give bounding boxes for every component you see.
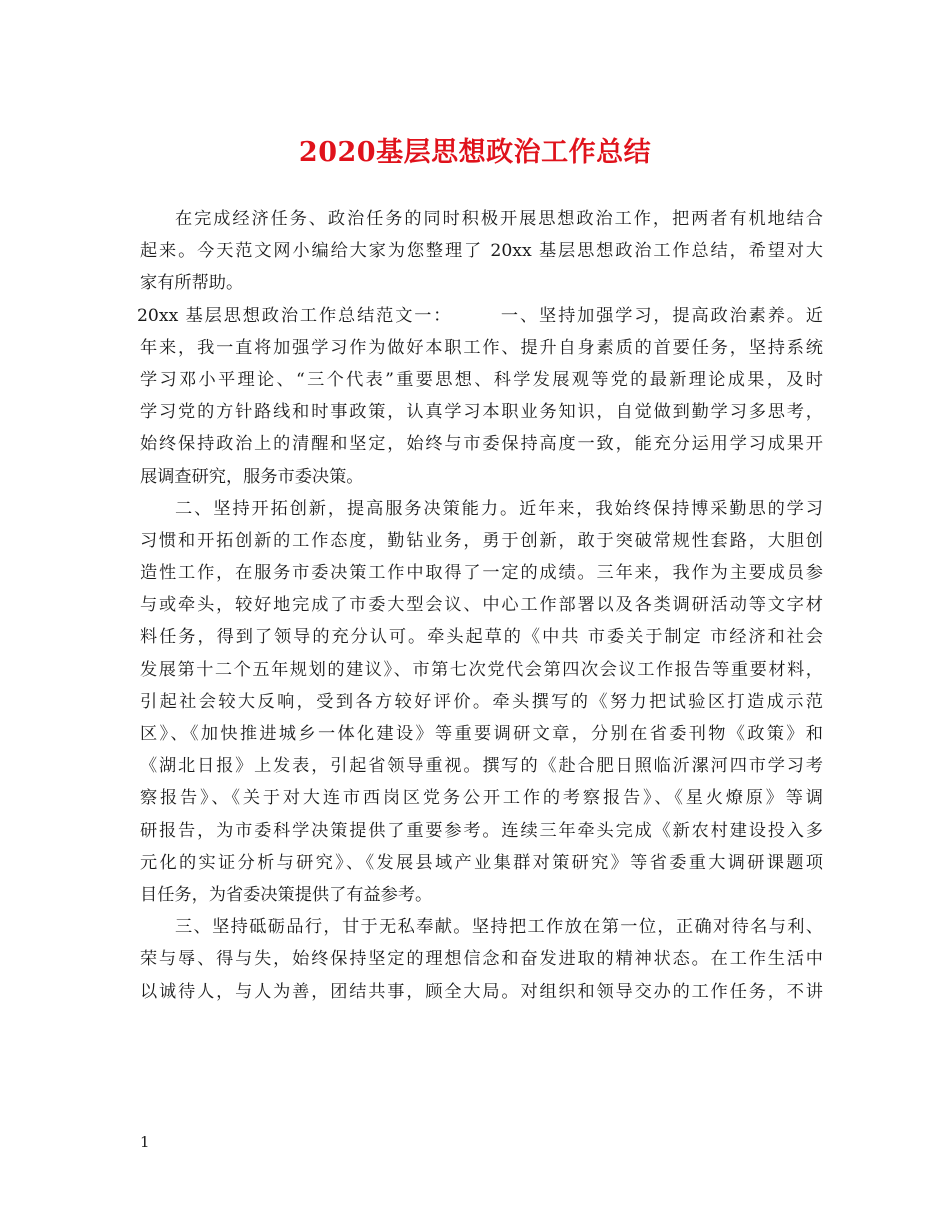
paragraph-line: 年来，我一直将加强学习作为做好本职工作、提升自身素质的首要任务，坚持系统 bbox=[140, 337, 823, 358]
paragraph-line: 察报告》、《关于对大连市西岗区党务公开工作的考察报告》、《星火燎原》等调 bbox=[140, 788, 823, 809]
paragraph-line: 展调查研究，服务市委决策。 bbox=[140, 466, 364, 487]
page-number: 1 bbox=[140, 1133, 150, 1151]
paragraph-line: 二、坚持开拓创新，提高服务决策能力。近年来，我始终保持博采勤思的学习 bbox=[175, 498, 823, 519]
paragraph-line: 料任务，得到了领导的充分认可。牵头起草的《中共 市委关于制定 市经济和社会 bbox=[140, 627, 823, 648]
paragraph-line: 研报告，为市委科学决策提供了重要参考。连续三年牵头完成《新农村建设投入多 bbox=[140, 820, 823, 841]
paragraph-line: 起来。今天范文网小编给大家为您整理了 20xx 基层思想政治工作总结，希望对大 bbox=[140, 241, 823, 262]
paragraph-line: 学习党的方针路线和时事政策，认真学习本职业务知识，自觉做到勤学习多思考， bbox=[140, 402, 823, 423]
paragraph-line: 造性工作，在服务市委决策工作中取得了一定的成绩。三年来，我作为主要成员参 bbox=[140, 563, 823, 584]
document-body bbox=[137, 203, 823, 1008]
paragraph-line: 三、坚持砥砺品行，甘于无私奉献。坚持把工作放在第一位，正确对待名与利、 bbox=[175, 917, 823, 938]
paragraph-line: 《湖北日报》上发表，引起省领导重视。撰写的《赴合肥日照临沂漯河四市学习考 bbox=[140, 756, 823, 777]
paragraph-line: 荣与辱、得与失，始终保持坚定的理想信念和奋发进取的精神状态。在工作生活中 bbox=[140, 949, 823, 970]
document-title: 2020基层思想政治工作总结 bbox=[298, 137, 652, 168]
paragraph-line: 发展第十二个五年规划的建议》、市第七次党代会第四次会议工作报告等重要材料， bbox=[140, 659, 823, 680]
paragraph-line: 元化的实证分析与研究》、《发展县域产业集群对策研究》等省委重大调研课题项 bbox=[140, 852, 823, 873]
paragraph-line: 20xx 基层思想政治工作总结范文一： 一、坚持加强学习，提高政治素养。近 bbox=[137, 305, 823, 326]
paragraph-line: 与或牵头，较好地完成了市委大型会议、中心工作部署以及各类调研活动等文字材 bbox=[140, 595, 823, 616]
paragraph-line: 学习邓小平理论、“三个代表”重要思想、科学发展观等党的最新理论成果，及时 bbox=[140, 369, 823, 390]
paragraph-line: 目任务，为省委决策提供了有益参考。 bbox=[140, 884, 433, 905]
paragraph-line: 区》、《加快推进城乡一体化建设》等重要调研文章，分别在省委刊物《政策》和 bbox=[140, 724, 823, 744]
paragraph-line: 始终保持政治上的清醒和坚定，始终与市委保持高度一致，能充分运用学习成果开 bbox=[140, 434, 823, 455]
paragraph-line: 在完成经济任务、政治任务的同时积极开展思想政治工作，把两者有机地结合 bbox=[175, 209, 823, 229]
paragraph-line: 习惯和开拓创新的工作态度，勤钻业务，勇于创新，敢于突破常规性套路，大胆创 bbox=[140, 530, 823, 551]
paragraph-line: 以诚待人，与人为善，团结共事，顾全大局。对组织和领导交办的工作任务，不讲 bbox=[140, 981, 823, 1002]
paragraph-line: 引起社会较大反响，受到各方较好评价。牵头撰写的《努力把试验区打造成示范 bbox=[140, 691, 823, 712]
paragraph-line: 家有所帮助。 bbox=[140, 273, 244, 294]
